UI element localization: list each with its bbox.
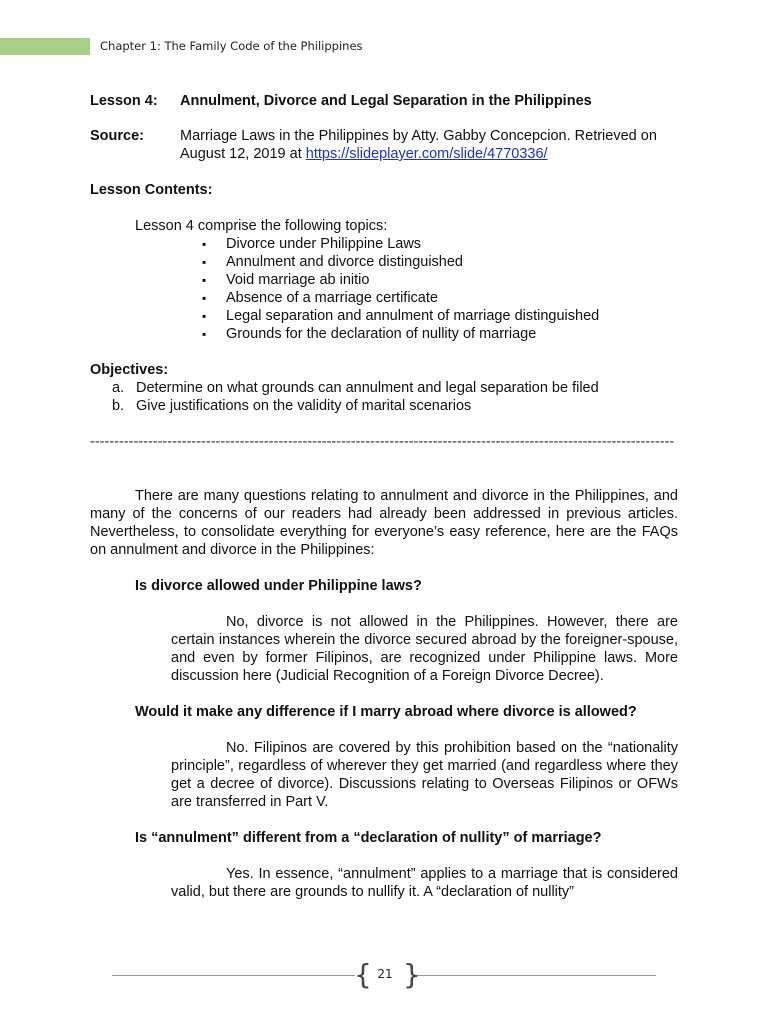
footer-rule-left bbox=[112, 975, 355, 976]
source-label: Source: bbox=[90, 128, 144, 144]
topic-item: ▪ Divorce under Philippine Laws bbox=[202, 235, 678, 253]
lesson-row bbox=[90, 92, 678, 110]
right-brace-icon: } bbox=[403, 958, 421, 991]
objective-letter: a. bbox=[112, 380, 125, 396]
footer-rule-right bbox=[413, 975, 656, 976]
faq-answer: No, divorce is not allowed in the Philippines. However, there are certain instances wherein the divorce secured abroad by the foreigner-spouse, and even by former Filipinos, are recognized under Philippine laws. More discussion here (Judicial Recognition of a Foreign Divorce Decree). bbox=[171, 614, 678, 684]
source-link[interactable]: https://slideplayer.com/slide/4770336/ bbox=[305, 146, 548, 162]
topics-list bbox=[90, 235, 678, 343]
lesson-contents-heading: Lesson Contents: bbox=[90, 182, 213, 198]
page-content bbox=[90, 92, 678, 901]
source-citation: Marriage Laws in the Philippines by Atty. Gabby Concepcion. Retrieved on August 12, 2019 at bbox=[180, 128, 657, 162]
source-row bbox=[90, 127, 678, 163]
objective-text: Give justifications on the validity of marital scenarios bbox=[136, 398, 472, 414]
lesson-title: Annulment, Divorce and Legal Separation in the Philippines bbox=[180, 93, 592, 109]
header-accent-bar bbox=[0, 38, 90, 55]
faq-question: Is “annulment” different from a “declaration of nullity” of marriage? bbox=[135, 830, 602, 846]
objectives-list bbox=[90, 379, 678, 415]
source-text bbox=[180, 127, 678, 163]
chapter-header: Chapter 1: The Family Code of the Philippines bbox=[100, 39, 363, 53]
objectives-heading: Objectives: bbox=[90, 362, 169, 378]
left-brace-icon: { bbox=[354, 958, 372, 991]
topic-item: ▪ Grounds for the declaration of nullity of marriage bbox=[202, 325, 678, 343]
objective-item bbox=[112, 379, 678, 397]
faq-question: Would it make any difference if I marry abroad where divorce is allowed? bbox=[135, 704, 637, 720]
topic-item: ▪ Void marriage ab initio bbox=[202, 271, 678, 289]
topics-intro: Lesson 4 comprise the following topics: bbox=[135, 218, 388, 234]
objective-item bbox=[112, 397, 678, 415]
section-divider: ------------------------------------------------------------------------------------------------------------------------- bbox=[90, 434, 675, 450]
faq-answer: Yes. In essence, “annulment” applies to a marriage that is considered valid, but there are grounds to nullify it. A “declaration of nullity” bbox=[171, 866, 678, 900]
faq-question: Is divorce allowed under Philippine laws? bbox=[135, 578, 422, 594]
faq-answer: No. Filipinos are covered by this prohibition based on the “nationality principle”, regardless of wherever they get married (and regardless where they get a decree of divorce). Discussions relating to Overseas Filipinos or OFWs are transferred in Part V. bbox=[171, 740, 678, 810]
intro-paragraph: There are many questions relating to annulment and divorce in the Philippines, and many of the concerns of our readers had already been addressed in previous articles. Nevertheless, to consolidate everything for everyone’s easy reference, here are the FAQs on annulment and divorce in the Philippines: bbox=[90, 488, 678, 558]
lesson-label: Lesson 4: bbox=[90, 93, 158, 109]
topic-item: ▪ Annulment and divorce distinguished bbox=[202, 253, 678, 271]
topic-item: ▪ Legal separation and annulment of marriage distinguished bbox=[202, 307, 678, 325]
topic-item: ▪ Absence of a marriage certificate bbox=[202, 289, 678, 307]
objective-letter: b. bbox=[112, 398, 125, 414]
page-number: 21 bbox=[377, 967, 393, 981]
objective-text: Determine on what grounds can annulment and legal separation be filed bbox=[136, 380, 599, 396]
